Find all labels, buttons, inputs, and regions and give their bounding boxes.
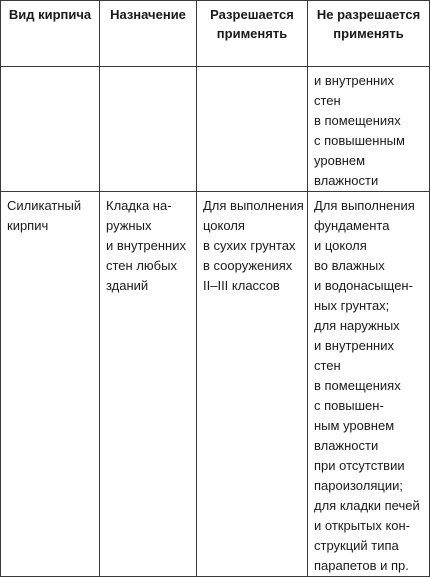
cell-brick-type: Силикатный кирпич xyxy=(1,192,100,577)
header-row xyxy=(1,1,430,67)
cell-brick-type xyxy=(1,67,100,192)
cell-allowed: Для выполнения цоколя в сухих грунтах в сооружениях II–III классов xyxy=(197,192,308,577)
table-row xyxy=(1,192,430,577)
header-brick-type: Вид кирпича xyxy=(1,1,100,67)
cell-purpose xyxy=(100,67,197,192)
cell-purpose: Кладка на- ружных и внутренних стен любых зданий xyxy=(100,192,197,577)
header-not-allowed: Не разрешается применять xyxy=(308,1,430,67)
table-row xyxy=(1,67,430,192)
header-purpose: Назначение xyxy=(100,1,197,67)
cell-allowed xyxy=(197,67,308,192)
cell-not-allowed: и внутренних стен в помещениях с повышенным уровнем влажности xyxy=(308,67,430,192)
header-allowed: Разрешается применять xyxy=(197,1,308,67)
cell-not-allowed: Для выполнения фундамента и цоколя во влажных и водонасыщен- ных грунтах; для наружных и внутренних стен в помещениях с повышен- ным уровнем влажности при отсутствии пароизоляции; для кладки печей и открытых кон- струкций типа парапетов и пр. xyxy=(308,192,430,577)
